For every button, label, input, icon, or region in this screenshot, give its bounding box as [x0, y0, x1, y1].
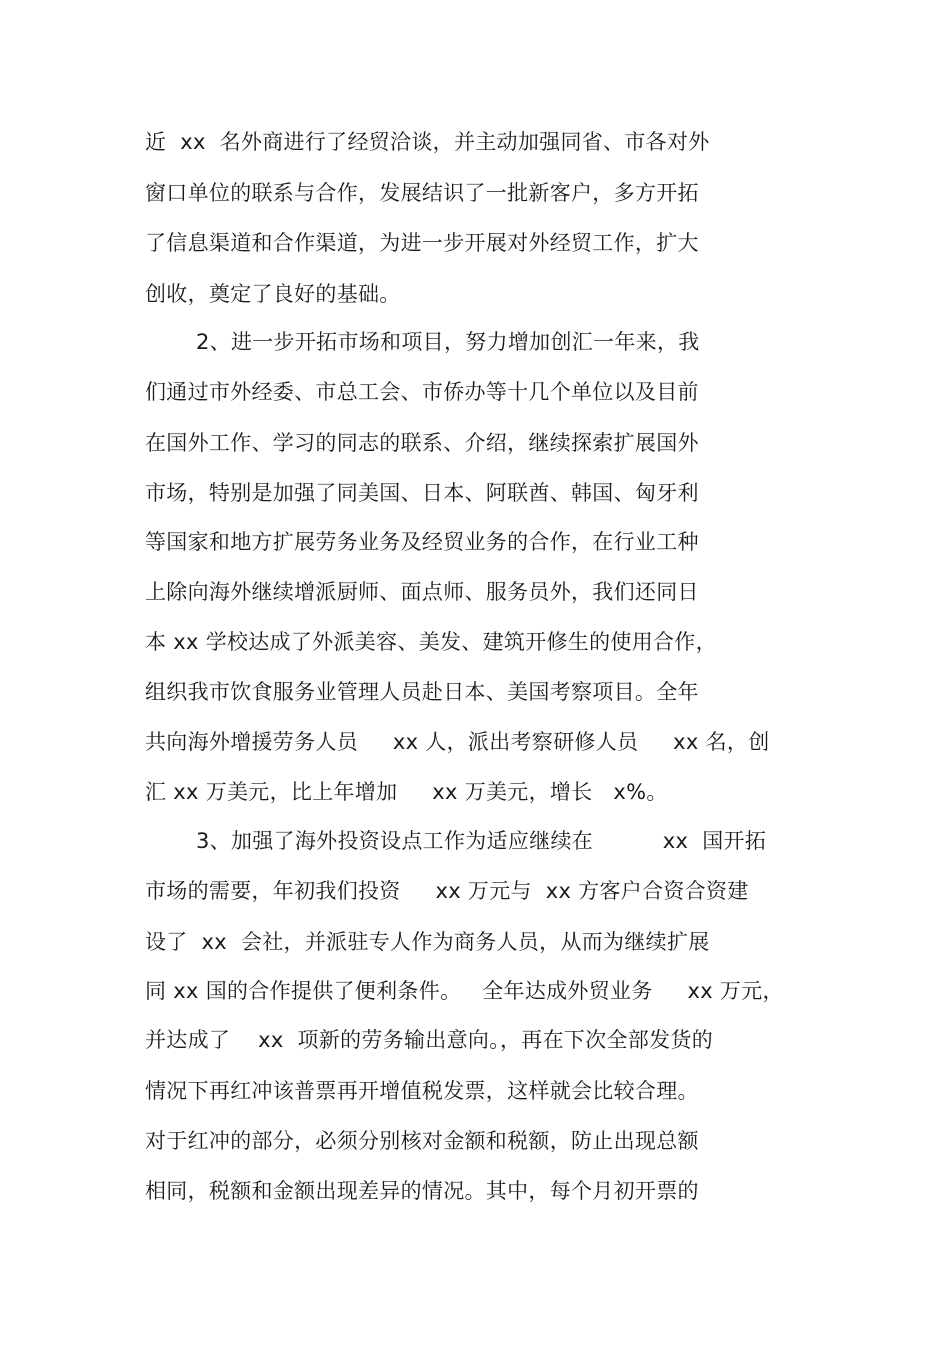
- text-line: 市场的需要，年初我们投资 xx 万元与 xx 方客户合资合资建: [145, 879, 749, 903]
- text-line: 们通过市外经委、市总工会、市侨办等十几个单位以及目前: [145, 380, 699, 404]
- text-line: 相同，税额和金额出现差异的情况。其中，每个月初开票的: [145, 1179, 699, 1203]
- text-line: 在国外工作、学习的同志的联系、介绍，继续探索扩展国外: [145, 431, 699, 455]
- text-line: 市场，特别是加强了同美国、日本、阿联酋、韩国、匈牙利: [145, 481, 699, 505]
- text-line: 共向海外增援劳务人员 xx 人，派出考察研修人员 xx 名，创: [145, 730, 770, 754]
- text-line: 设了 xx 会社，并派驻专人作为商务人员，从而为继续扩展: [145, 930, 710, 954]
- text-line: 等国家和地方扩展劳务业务及经贸业务的合作，在行业工种: [145, 530, 699, 554]
- paragraph-start-line: 2、进一步开拓市场和项目，努力增加创汇一年来，我: [196, 330, 700, 354]
- paragraph-start-line: 3、加强了海外投资设点工作为适应继续在 xx 国开拓: [196, 829, 767, 853]
- text-line: 并达成了 xx 项新的劳务输出意向。，再在下次全部发货的: [145, 1028, 714, 1052]
- text-line: 上除向海外继续增派厨师、面点师、服务员外，我们还同日: [145, 580, 699, 604]
- text-line: 汇 xx 万美元，比上年增加 xx 万美元，增长 x%。: [145, 780, 668, 804]
- text-line: 情况下再红冲该普票再开增值税发票，这样就会比较合理。: [145, 1079, 699, 1103]
- text-line: 对于红冲的部分，必须分别核对金额和税额，防止出现总额: [145, 1129, 699, 1153]
- text-line: 本 xx 学校达成了外派美容、美发、建筑开修生的使用合作，: [145, 630, 717, 654]
- text-line: 了信息渠道和合作渠道，为进一步开展对外经贸工作，扩大: [145, 231, 699, 255]
- text-line: 创收，奠定了良好的基础。: [145, 282, 401, 306]
- text-line: 组织我市饮食服务业管理人员赴日本、美国考察项目。全年: [145, 680, 699, 704]
- text-line: 近 xx 名外商进行了经贸洽谈，并主动加强同省、市各对外: [145, 130, 710, 154]
- text-line: 窗口单位的联系与合作，发展结识了一批新客户，多方开拓: [145, 181, 699, 205]
- text-line: 同 xx 国的合作提供了便利条件。 全年达成外贸业务 xx 万元，: [145, 979, 784, 1003]
